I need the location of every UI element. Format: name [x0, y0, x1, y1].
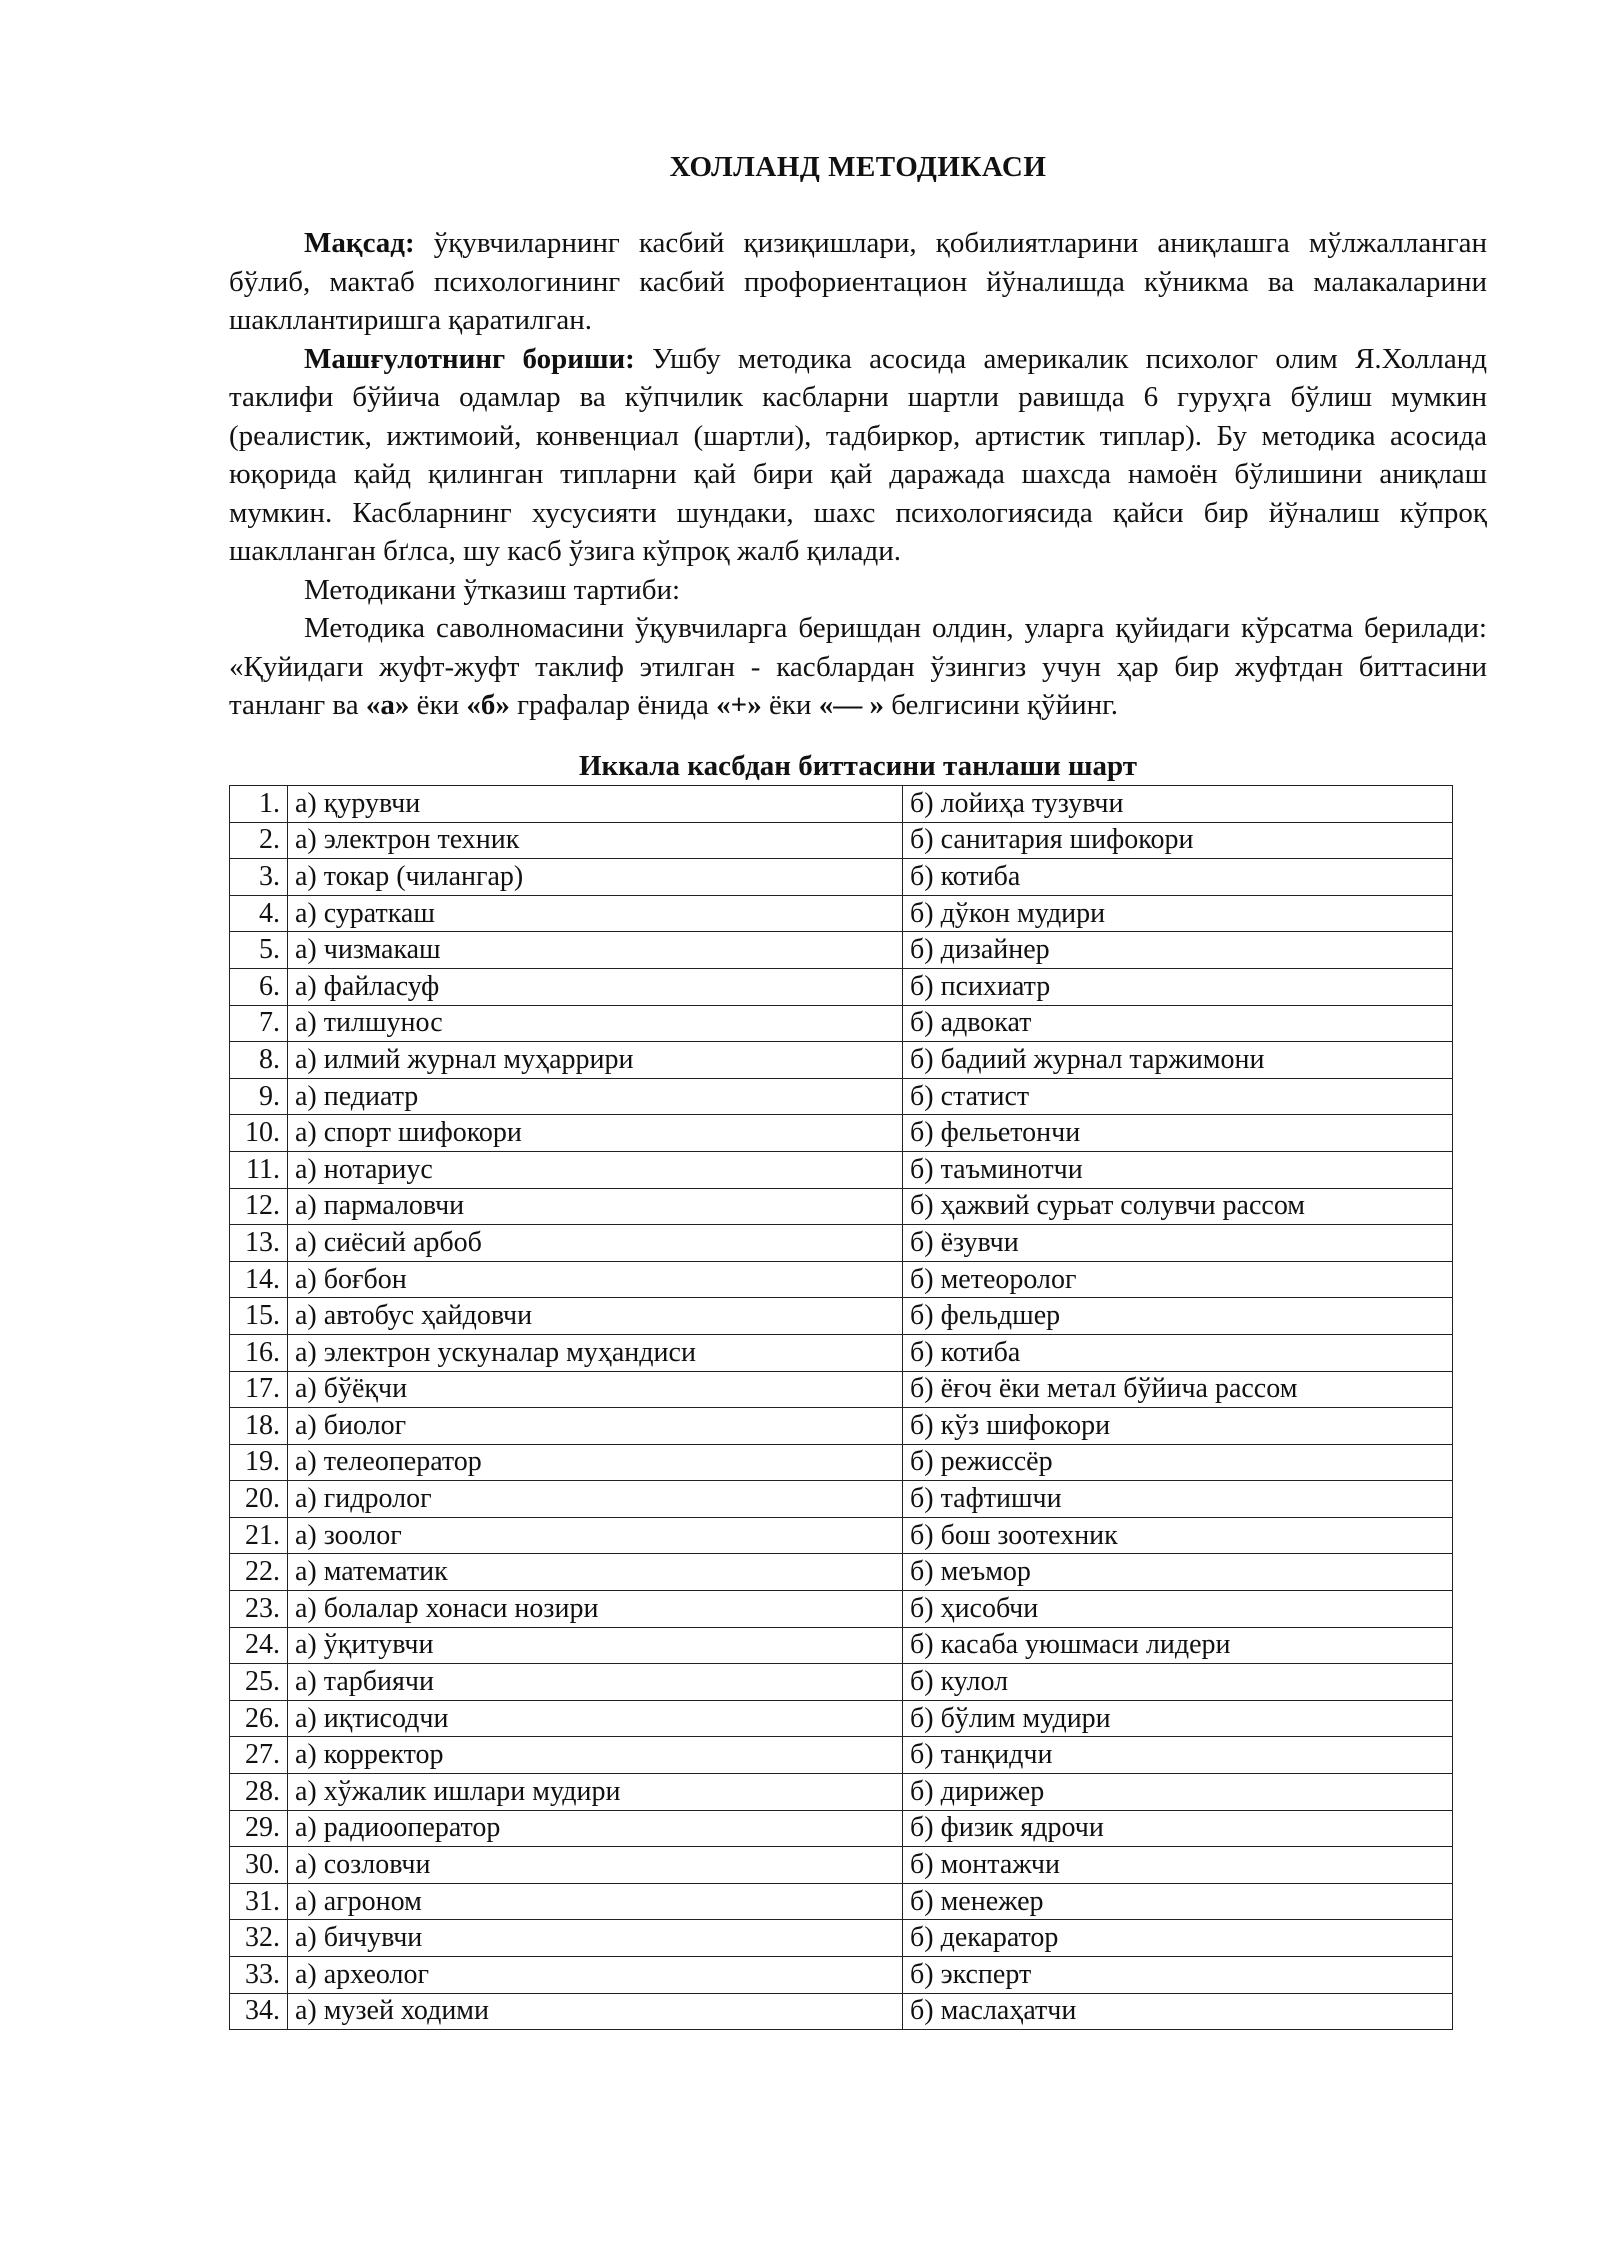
row-number: 20.: [230, 1481, 288, 1518]
option-a-cell: а) автобус ҳайдовчи: [288, 1298, 903, 1335]
goal-paragraph: [229, 224, 1487, 340]
instruction-text: ёки: [409, 689, 467, 721]
row-number: 3.: [230, 859, 288, 896]
option-a-cell: а) чизмакаш: [288, 932, 903, 969]
row-number: 11.: [230, 1151, 288, 1188]
table-row: [230, 1115, 1453, 1152]
table-row: [230, 1078, 1453, 1115]
option-a-cell: а) бичувчи: [288, 1920, 903, 1957]
option-b-cell: б) санитария шифокори: [903, 822, 1453, 859]
option-a-cell: а) токар (чилангар): [288, 859, 903, 896]
instruction-paragraph: [229, 609, 1487, 725]
option-a-cell: а) тарбиячи: [288, 1664, 903, 1701]
table-row: [230, 786, 1453, 823]
row-number: 9.: [230, 1078, 288, 1115]
option-a-cell: а) электрон ускуналар муҳандиси: [288, 1334, 903, 1371]
option-a-cell: а) электрон техник: [288, 822, 903, 859]
table-row: [230, 1737, 1453, 1774]
option-b-cell: б) касаба уюшмаси лидери: [903, 1627, 1453, 1664]
instruction-text: ёки: [761, 689, 819, 721]
table-row: [230, 1664, 1453, 1701]
option-b-cell: б) кулол: [903, 1664, 1453, 1701]
table-row: [230, 968, 1453, 1005]
procedure-label: Машғулотнинг бориши:: [304, 342, 635, 375]
table-row: [230, 1847, 1453, 1884]
table-row: [230, 1334, 1453, 1371]
option-a-cell: а) педиатр: [288, 1078, 903, 1115]
table-row: [230, 895, 1453, 932]
table-row: [230, 1591, 1453, 1628]
option-b-cell: б) маслаҳатчи: [903, 1993, 1453, 2030]
option-b-cell: б) адвокат: [903, 1005, 1453, 1042]
table-row: [230, 1188, 1453, 1225]
option-b-cell: б) фельетончи: [903, 1115, 1453, 1152]
option-b-cell: б) физик ядрочи: [903, 1810, 1453, 1847]
row-number: 34.: [230, 1993, 288, 2030]
option-a-cell: а) корректор: [288, 1737, 903, 1774]
option-b-cell: б) дўкон мудири: [903, 895, 1453, 932]
option-b-cell: б) психиатр: [903, 968, 1453, 1005]
row-number: 32.: [230, 1920, 288, 1957]
row-number: 19.: [230, 1444, 288, 1481]
table-row: [230, 1408, 1453, 1445]
row-number: 30.: [230, 1847, 288, 1884]
row-number: 23.: [230, 1591, 288, 1628]
option-b-cell: б) меъмор: [903, 1554, 1453, 1591]
option-a-cell: а) сураткаш: [288, 895, 903, 932]
goal-text: ўқувчиларнинг касбий қизиқишлари, қобилиятларини аниқлашга мўлжалланган бўлиб, мактаб психологининг касбий профориентацион йўналишда кўникма ва малакаларини шакллантиришга қаратилган.: [229, 227, 1487, 336]
row-number: 25.: [230, 1664, 288, 1701]
row-number: 17.: [230, 1371, 288, 1408]
table-row: [230, 1700, 1453, 1737]
row-number: 6.: [230, 968, 288, 1005]
option-b-cell: б) ёғоч ёки метал бўйича рассом: [903, 1371, 1453, 1408]
table-row: [230, 1627, 1453, 1664]
option-b-cell: б) дирижер: [903, 1774, 1453, 1811]
option-a-cell: а) иқтисодчи: [288, 1700, 903, 1737]
row-number: 12.: [230, 1188, 288, 1225]
option-b-cell: б) эксперт: [903, 1957, 1453, 1994]
row-number: 29.: [230, 1810, 288, 1847]
table-row: [230, 822, 1453, 859]
option-a-cell: а) пармаловчи: [288, 1188, 903, 1225]
option-a-cell: а) нотариус: [288, 1151, 903, 1188]
procedure-paragraph: [229, 340, 1487, 571]
table-row: [230, 1993, 1453, 2030]
option-b-cell: б) кўз шифокори: [903, 1408, 1453, 1445]
table-row: [230, 1042, 1453, 1079]
option-b-cell: б) монтажчи: [903, 1847, 1453, 1884]
option-a-cell: а) ўқитувчи: [288, 1627, 903, 1664]
row-number: 27.: [230, 1737, 288, 1774]
option-a-cell: а) спорт шифокори: [288, 1115, 903, 1152]
row-number: 24.: [230, 1627, 288, 1664]
option-a-cell: а) сиёсий арбоб: [288, 1225, 903, 1262]
table-row: [230, 1371, 1453, 1408]
row-number: 31.: [230, 1883, 288, 1920]
option-a-cell: а) радиооператор: [288, 1810, 903, 1847]
option-a-cell: а) археолог: [288, 1957, 903, 1994]
option-b-cell: б) ёзувчи: [903, 1225, 1453, 1262]
row-number: 15.: [230, 1298, 288, 1335]
option-b-cell: б) ҳисобчи: [903, 1591, 1453, 1628]
option-a-cell: а) зоолог: [288, 1517, 903, 1554]
table-row: [230, 1261, 1453, 1298]
option-a-cell: а) агроном: [288, 1883, 903, 1920]
instruction-text: графалар ёнида: [509, 689, 717, 721]
table-body: [230, 786, 1453, 2030]
table-row: [230, 1298, 1453, 1335]
option-b-cell: б) таъминотчи: [903, 1151, 1453, 1188]
option-b-cell: б) режиссёр: [903, 1444, 1453, 1481]
table-row: [230, 859, 1453, 896]
instruction-text: белгисини қўйинг.: [883, 689, 1119, 721]
option-b-cell: б) котиба: [903, 859, 1453, 896]
option-b-cell: б) лойиҳа тузувчи: [903, 786, 1453, 823]
profession-pairs-table: [229, 785, 1453, 2030]
option-a-cell: а) созловчи: [288, 1847, 903, 1884]
table-row: [230, 1957, 1453, 1994]
option-a-cell: а) илмий журнал муҳаррири: [288, 1042, 903, 1079]
option-b-cell: б) менежер: [903, 1883, 1453, 1920]
option-b-cell: б) декаратор: [903, 1920, 1453, 1957]
table-row: [230, 932, 1453, 969]
option-b-cell: б) фельдшер: [903, 1298, 1453, 1335]
row-number: 7.: [230, 1005, 288, 1042]
option-b-cell: б) ҳажвий сурьат солувчи рассом: [903, 1188, 1453, 1225]
option-b-cell: б) метеоролог: [903, 1261, 1453, 1298]
row-number: 28.: [230, 1774, 288, 1811]
option-b-cell: б) бадиий журнал таржимони: [903, 1042, 1453, 1079]
table-row: [230, 1774, 1453, 1811]
body-text: [229, 224, 1487, 725]
option-b-cell: б) тафтишчи: [903, 1481, 1453, 1518]
option-b-cell: б) статист: [903, 1078, 1453, 1115]
table-row: [230, 1151, 1453, 1188]
page-title: ХОЛЛАНД МЕТОДИКАСИ: [669, 151, 1047, 183]
option-b-cell: б) котиба: [903, 1334, 1453, 1371]
table-row: [230, 1005, 1453, 1042]
row-number: 26.: [230, 1700, 288, 1737]
table-row: [230, 1810, 1453, 1847]
table-row: [230, 1517, 1453, 1554]
row-number: 2.: [230, 822, 288, 859]
option-a-cell: а) тилшунос: [288, 1005, 903, 1042]
table-row: [230, 1444, 1453, 1481]
table-row: [230, 1920, 1453, 1957]
option-a-cell: а) болалар хонаси нозири: [288, 1591, 903, 1628]
instruction-text: Методика саволномасини ўқувчиларга беришдан олдин, уларга қуйидаги кўрсатма берилади: «Қуйидаги жуфт-жуфт таклиф этилган - касблардан ўзингиз учун ҳар бир жуфтдан биттасини танланг ва: [229, 612, 1487, 721]
goal-label: Мақсад:: [304, 227, 415, 259]
option-a-cell: а) бўёқчи: [288, 1371, 903, 1408]
row-number: 8.: [230, 1042, 288, 1079]
option-b-cell: б) дизайнер: [903, 932, 1453, 969]
table-row: [230, 1883, 1453, 1920]
option-a-cell: а) телеоператор: [288, 1444, 903, 1481]
minus-mark: «— »: [818, 689, 884, 721]
procedure-text: Ушбу методика асосида америкалик психолог олим Я.Холланд таклифи бўйича одамлар ва кўпчилик касбларни шартли равишда 6 гуруҳга бўлиш мумкин (реалистик, ижтимоий, конвенциал (шартли), тадбиркор, артистик типлар). Бу методика асосида юқорида қайд қилинган типларни қай бири қай даражада шахсда намоён бўлишини аниқлаш мумкин. Касбларнинг хусусияти шундаки, шахс психологиясида қайси бир йўналиш кўпроқ шаклланган бґлса, шу касб ўзига кўпроқ жалб қилади.: [229, 342, 1487, 567]
option-b-cell: б) танқидчи: [903, 1737, 1453, 1774]
option-b-mark: «б»: [466, 689, 510, 721]
table-caption: Иккала касбдан биттасини танлаши шарт: [578, 750, 1137, 782]
option-a-mark: «а»: [365, 689, 410, 721]
row-number: 16.: [230, 1334, 288, 1371]
row-number: 21.: [230, 1517, 288, 1554]
row-number: 33.: [230, 1957, 288, 1994]
table-row: [230, 1481, 1453, 1518]
option-a-cell: а) биолог: [288, 1408, 903, 1445]
option-a-cell: а) хўжалик ишлари мудири: [288, 1774, 903, 1811]
option-a-cell: а) гидролог: [288, 1481, 903, 1518]
option-a-cell: а) қурувчи: [288, 786, 903, 823]
table-row: [230, 1225, 1453, 1262]
option-b-cell: б) бош зоотехник: [903, 1517, 1453, 1554]
plus-mark: «+»: [716, 689, 762, 721]
table-row: [230, 1554, 1453, 1591]
option-a-cell: а) боғбон: [288, 1261, 903, 1298]
row-number: 14.: [230, 1261, 288, 1298]
order-heading: Методикани ўтказиш тартиби:: [304, 573, 681, 606]
row-number: 1.: [230, 786, 288, 823]
row-number: 10.: [230, 1115, 288, 1152]
option-b-cell: б) бўлим мудири: [903, 1700, 1453, 1737]
row-number: 18.: [230, 1408, 288, 1445]
row-number: 4.: [230, 895, 288, 932]
option-a-cell: а) музей ходими: [288, 1993, 903, 2030]
option-a-cell: а) файласуф: [288, 968, 903, 1005]
row-number: 13.: [230, 1225, 288, 1262]
row-number: 5.: [230, 932, 288, 969]
row-number: 22.: [230, 1554, 288, 1591]
option-a-cell: а) математик: [288, 1554, 903, 1591]
